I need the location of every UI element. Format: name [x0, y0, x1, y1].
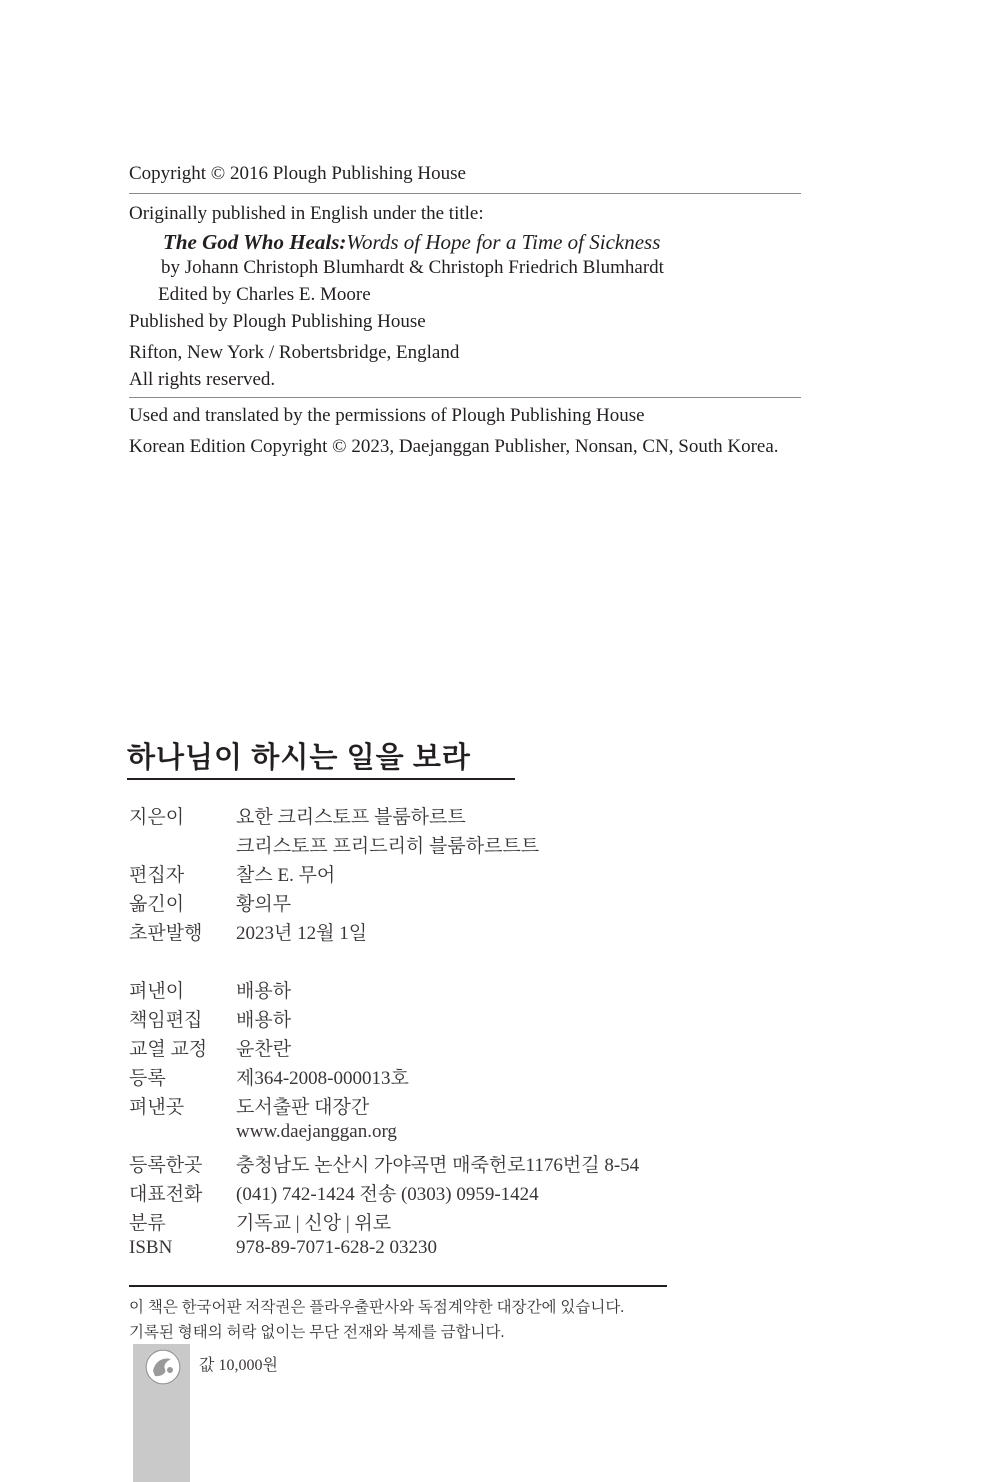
originally-published: Originally published in English under the title: — [129, 203, 484, 224]
credit-label-editor: 편집자 — [129, 865, 185, 886]
korean-edition-line: Korean Edition Copyright © 2023, Daejanggan Publisher, Nonsan, CN, South Korea. — [129, 436, 779, 457]
info-value-publisher-person: 배용하 — [236, 981, 292, 1002]
copyright-notice-2: 기록된 형태의 허락 없이는 무단 전재와 복제를 금합니다. — [129, 1324, 505, 1341]
copyright-notice-1: 이 책은 한국어판 저작권은 플라우출판사와 독점계약한 대장간에 있습니다. — [129, 1299, 625, 1316]
info-label-phone: 대표전화 — [129, 1184, 203, 1205]
info-label-chief-editor: 책임편집 — [129, 1010, 203, 1031]
permissions-line: Used and translated by the permissions of Plough Publishing House — [129, 405, 645, 426]
credit-value-translator: 황의무 — [236, 894, 292, 915]
price-label: 값 10,000원 — [199, 1357, 278, 1374]
book-title: 하나님이 하시는 일을 보라 — [127, 742, 471, 774]
info-label-category: 분류 — [129, 1213, 166, 1234]
info-label-publishing-house: 펴낸곳 — [129, 1097, 185, 1118]
info-label-registration: 등록 — [129, 1068, 166, 1089]
credit-value-first-edition: 2023년 12월 1일 — [236, 923, 368, 944]
info-value-publishing-house: 도서출판 대장간 — [236, 1097, 370, 1118]
info-value-category: 기독교 | 신앙 | 위로 — [236, 1213, 392, 1234]
title-underline — [127, 778, 515, 780]
credit-label-translator: 옮긴이 — [129, 894, 185, 915]
info-label-address: 등록한곳 — [129, 1155, 203, 1176]
credit-value-editor: 찰스 E. 무어 — [236, 865, 336, 886]
info-value-proofreading: 윤찬란 — [236, 1039, 292, 1060]
authors-line: by Johann Christoph Blumhardt & Christoph Friedrich Blumhardt — [161, 257, 664, 278]
credit-value-author-2: 크리스토프 프리드리히 블룸하르트트 — [236, 836, 540, 857]
notice-divider — [129, 1285, 667, 1287]
original-title-subtitle: Words of Hope for a Time of Sickness — [346, 230, 661, 254]
credit-value-author: 요한 크리스토프 블룸하르트 — [236, 807, 466, 828]
publisher-logo-icon — [145, 1349, 181, 1385]
info-value-address: 충청남도 논산시 가야곡면 매죽헌로1176번길 8-54 — [236, 1155, 640, 1176]
credit-label-author: 지은이 — [129, 807, 185, 828]
divider-top — [129, 193, 801, 194]
info-label-proofreading: 교열 교정 — [129, 1039, 208, 1060]
editor-line: Edited by Charles E. Moore — [158, 284, 371, 305]
credit-label-first-edition: 초판발행 — [129, 923, 203, 944]
info-value-website[interactable]: www.daejanggan.org — [236, 1121, 397, 1142]
info-label-publisher-person: 펴낸이 — [129, 981, 185, 1002]
divider-middle — [129, 397, 801, 398]
rights-line: All rights reserved. — [129, 369, 276, 390]
info-value-phone: (041) 742-1424 전송 (0303) 0959-1424 — [236, 1184, 539, 1205]
info-value-isbn: 978-89-7071-628-2 03230 — [236, 1237, 438, 1258]
info-label-isbn: ISBN — [129, 1237, 173, 1258]
info-value-registration: 제364-2008-000013호 — [236, 1068, 409, 1089]
location-line: Rifton, New York / Robertsbridge, England — [129, 342, 460, 363]
publisher-line: Published by Plough Publishing House — [129, 311, 426, 332]
info-value-chief-editor: 배용하 — [236, 1010, 292, 1031]
original-title-main: The God Who Heals: — [163, 230, 347, 254]
copyright-line: Copyright © 2016 Plough Publishing House — [129, 163, 466, 184]
original-title — [163, 229, 660, 258]
